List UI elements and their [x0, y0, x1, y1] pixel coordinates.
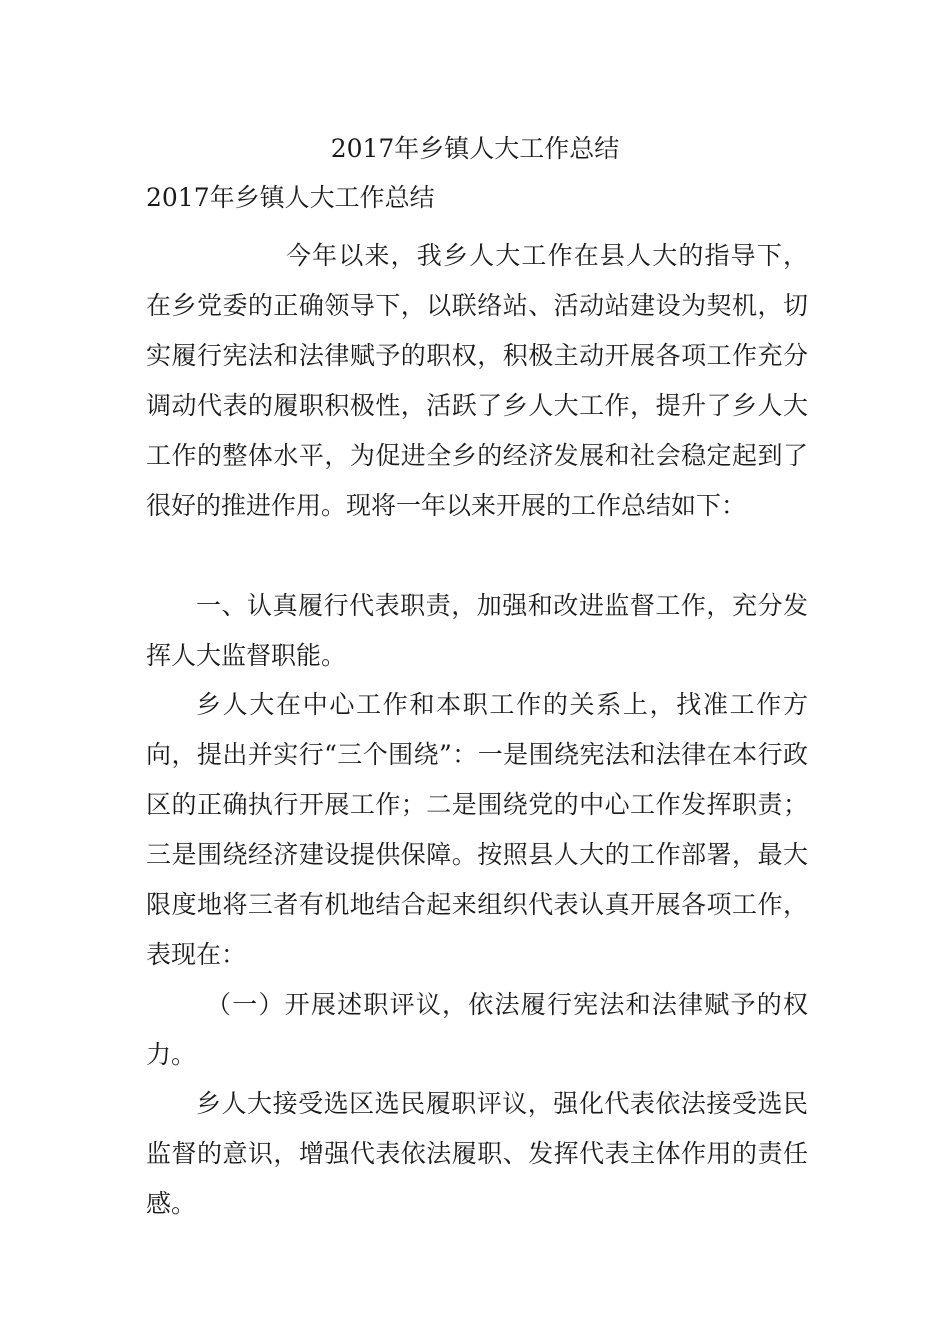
paragraph-text: 乡人大接受选区选民履职评议，强化代表依法接受选民监督的意识，增强代表依法履职、发挥代表主体作用的责任感。 — [146, 1089, 808, 1218]
paragraph-text: 一、认真履行代表职责，加强和改进监督工作，充分发挥人大监督职能。 — [146, 591, 808, 670]
document-title: 2017年乡镇人大工作总结 — [330, 134, 620, 163]
paragraph-text: （一）开展述职评议，依法履行宪法和法律赋予的权力。 — [146, 990, 808, 1069]
paragraph-text: 乡人大在中心工作和本职工作的关系上，找准工作方向，提出并实行“三个围绕”：一是围绕宪法和法律在本行政区的正确执行开展工作；二是围绕党的中心工作发挥职责；三是围绕经济建设提供保障。按照县人大的工作部署，最大限度地将三者有机地结合起来组织代表认真开展各项工作，表现在： — [146, 690, 808, 969]
paragraph-intro — [146, 231, 808, 531]
paragraph-three-focuses — [146, 680, 808, 980]
paragraph-text: 今年以来，我乡人大工作在县人大的指导下，在乡党委的正确领导下，以联络站、活动站建设为契机，切实履行宪法和法律赋予的职权，积极主动开展各项工作充分调动代表的履职积极性，活跃了乡人大工作，提升了乡人大工作的整体水平，为促进全乡的经济发展和社会稳定起到了很好的推进作用。现将一年以来开展的工作总结如下： — [146, 241, 808, 520]
section-heading-1 — [146, 581, 808, 681]
document-subtitle: 2017年乡镇人大工作总结 — [146, 183, 435, 212]
paragraph-evaluation — [146, 1079, 808, 1229]
subsection-heading-1 — [146, 980, 808, 1080]
